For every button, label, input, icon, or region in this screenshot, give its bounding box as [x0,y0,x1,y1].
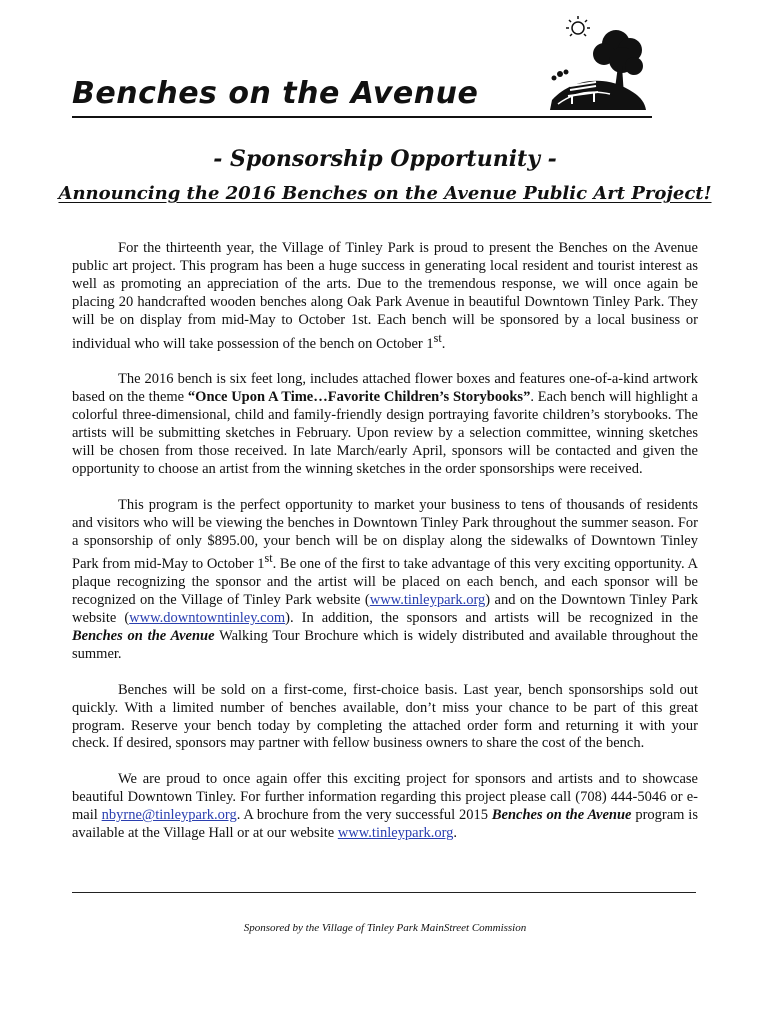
paragraph-text: ). In addition, the sponsors and artists will be recognized in the [285,609,699,626]
paragraph-intro [72,240,698,353]
paragraph-text: . Each bench will highlight a colorful three-dimensional, child and family-friendly design portraying favorite children’s storybooks. The artists will be submitting sketches in February. Upon review by a selection committee, winning sketches will be chosen from those received. In late March/early April, sponsors will be contacted and given the opportunity to choose an artist from the winning sketches in the order sponsorships were received. [72,389,698,477]
paragraph-contact [72,771,698,843]
paragraph-text: program is available at the Village Hall or at our website [72,807,698,842]
paragraph-sponsorship [72,497,698,664]
footer-credit: Sponsored by the Village of Tinley Park MainStreet Commission [243,922,527,934]
announcement-heading: Announcing the 2016 Benches on the Avenue Public Art Project! [58,183,712,204]
ordinal-suffix: st [264,551,273,566]
paragraph-text: For the thirteenth year, the Village of Tinley Park is proud to present the Benches on the Avenue public art project. This program has been a huge success in generating local resident and tourist interest as well as promoting an appreciation of the arts. Due to the tremendous response, we will once again be placing 20 handcrafted wooden benches along Oak Park Avenue in beautiful Downtown Tinley Park. They will be on display from mid-May to October 1st. Each bench will be sponsored by a local business or individual who will take possession of the bench on October 1 [72,240,698,352]
downtowntinley-link[interactable]: www.downtowntinley.com [129,609,286,626]
bench-under-tree-logo-icon [530,14,650,114]
paragraph-text: . [453,825,458,842]
footer-divider [72,892,696,893]
paragraph-text: This program is the perfect opportunity to market your business to tens of thousands of residents and visitors who will be viewing the benches in Downtown Tinley Park throughout the summer season. For a sponsorship of only $895.00, your bench will be on display along the sidewalks of Downtown Tinley Park from mid-May to October 1 [72,496,698,573]
tinleypark-link[interactable]: www.tinleypark.org [369,592,486,609]
paragraph-text: ) and on the Downtown Tinley Park website ( [72,592,698,626]
subtitle: - Sponsorship Opportunity - [213,146,557,172]
program-name: Benches on the Avenue [491,807,632,824]
paragraph-text: . A brochure from the very successful 2015 [236,807,492,824]
paragraph-text: We are proud to once again offer this exciting project for sponsors and artists and to showcase beautiful Downtown Tinley. For further information regarding this project please call (708) 444-5046 or e-mail [72,771,698,824]
email-link[interactable]: nbyrne@tinleypark.org [101,807,237,824]
paragraph-text: . [441,335,446,352]
paragraph-text: Benches will be sold on a first-come, first-choice basis. Last year, bench sponsorships sold out quickly. With a limited number of benches available, don’t miss your chance to be part of this great program. Reserve your bench today by completing the attached order form and returning it with your check. If desired, sponsors may partner with fellow business owners to share the cost of the bench. [72,681,698,752]
ordinal-suffix: st [433,330,442,345]
paragraph-bench-details [72,371,698,478]
paragraph-text: The 2016 bench is six feet long, includes attached flower boxes and features one-of-a-kind artwork based on the theme [72,371,698,406]
paragraph-text: . Be one of the first to take advantage of this very exciting opportunity. A plaque recognizing the sponsor and the artist will be placed on each bench, and each sponsor will be recognized on the Village of Tinley Park website ( [72,556,698,609]
program-name: Benches on the Avenue [72,627,215,644]
website-link[interactable]: www.tinleypark.org [337,825,454,842]
paragraph-text: Walking Tour Brochure which is widely distributed and available throughout the summer. [72,627,698,662]
letter-body [72,240,698,861]
page-title: Benches on the Avenue [72,72,652,118]
paragraph-first-come [72,682,698,754]
theme-title: “Once Upon A Time…Favorite Children’s Storybooks” [187,389,531,406]
